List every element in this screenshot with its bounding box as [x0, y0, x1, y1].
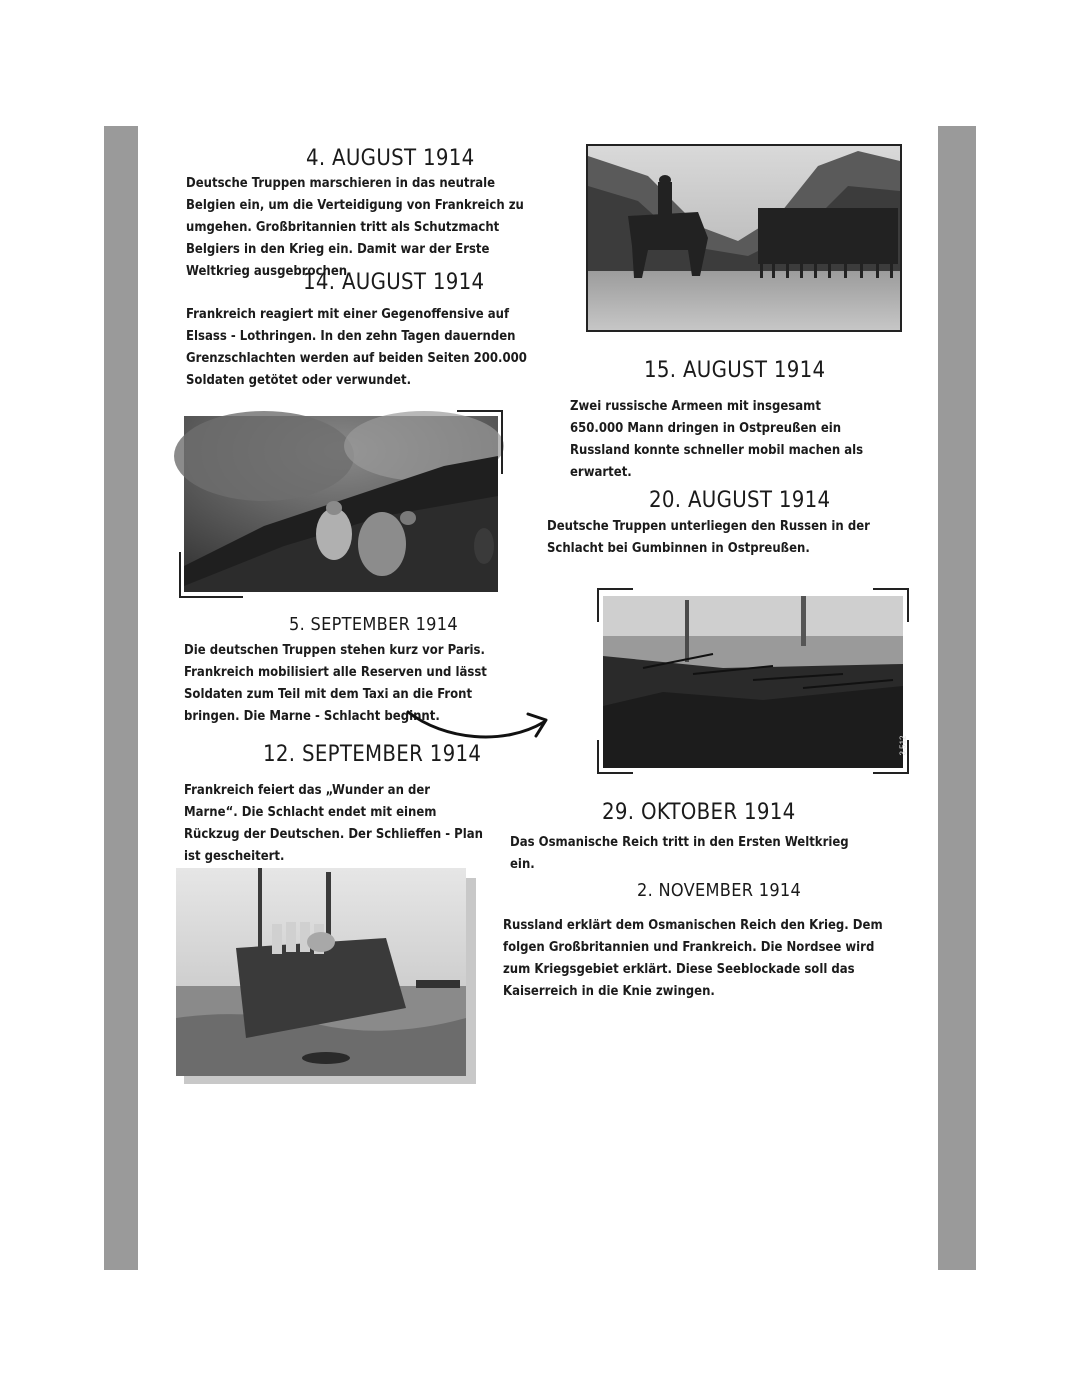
date-heading-oct-29: 29. OKTOBER 1914	[602, 800, 796, 825]
right-margin-bar	[938, 126, 976, 1270]
entry-text-aug-14: Frankreich reagiert mit einer Gegenoffensive auf Elsass - Lothringen. In den zehn Tagen dauernden Grenzschlachten werden auf beiden Seiten 200.000 Soldaten getötet oder verwundet.	[186, 307, 527, 388]
date-heading-aug-14: 14. AUGUST 1914	[303, 270, 485, 295]
entry-text-sep-5: Die deutschen Truppen stehen kurz vor Paris. Frankreich mobilisiert alle Reserven und lässt Soldaten zum Teil mit dem Taxi an die Front bringen. Die Marne - Schlacht beginnt.	[184, 643, 487, 724]
entry-text-oct-29: Das Osmanische Reich tritt in den Ersten Weltkrieg ein.	[510, 835, 849, 872]
photo-corner-bracket	[179, 552, 243, 598]
date-heading-aug-20: 20. AUGUST 1914	[649, 488, 831, 513]
riflemen-trench-photo	[603, 596, 908, 768]
entry-text-nov-2: Russland erklärt dem Osmanischen Reich den Krieg. Dem folgen Großbritannien und Frankreich. Die Nordsee wird zum Kriegsgebiet erklärt. Diese Seeblockade soll das Kaiserreich in die Knie zwingen.	[503, 918, 883, 999]
cavalry-troops-photo	[588, 146, 900, 330]
photo-corner-bracket	[873, 740, 909, 774]
date-heading-aug-4: 4. AUGUST 1914	[306, 146, 475, 171]
photo-catalog-number: 3.512	[898, 735, 908, 756]
entry-text-aug-15: Zwei russische Armeen mit insgesamt 650.000 Mann dringen in Ostpreußen ein Russland konnte schneller mobil machen als erwartet.	[570, 399, 864, 480]
sinking-warship-photo	[176, 868, 466, 1076]
photo-corner-bracket	[873, 588, 909, 622]
date-heading-nov-2: 2. NOVEMBER 1914	[637, 880, 802, 901]
date-heading-aug-15: 15. AUGUST 1914	[644, 358, 826, 383]
entry-text-sep-12: Frankreich feiert das „Wunder an der Marne“. Die Schlacht endet mit einem Rückzug der Deutschen. Der Schlieffen - Plan ist gescheitert.	[184, 783, 483, 864]
left-margin-bar	[104, 126, 138, 1270]
entry-text-aug-20: Deutsche Truppen unterliegen den Russen in der Schlacht bei Gumbinnen in Ostpreußen.	[547, 519, 870, 556]
photo-corner-bracket	[597, 588, 633, 622]
photo-corner-bracket	[597, 740, 633, 774]
entry-text-aug-4: Deutsche Truppen marschieren in das neutrale Belgien ein, um die Verteidigung von Frankreich zu umgehen. Großbritannien tritt als Schutzmacht Belgiers in den Krieg ein. Damit war der Erste Weltkrieg ausgebrochen.	[186, 176, 524, 279]
curved-arrow-icon	[404, 706, 552, 746]
photo-corner-bracket	[457, 410, 503, 474]
date-heading-sep-12: 12. SEPTEMBER 1914	[263, 742, 482, 767]
date-heading-sep-5: 5. SEPTEMBER 1914	[289, 614, 458, 635]
